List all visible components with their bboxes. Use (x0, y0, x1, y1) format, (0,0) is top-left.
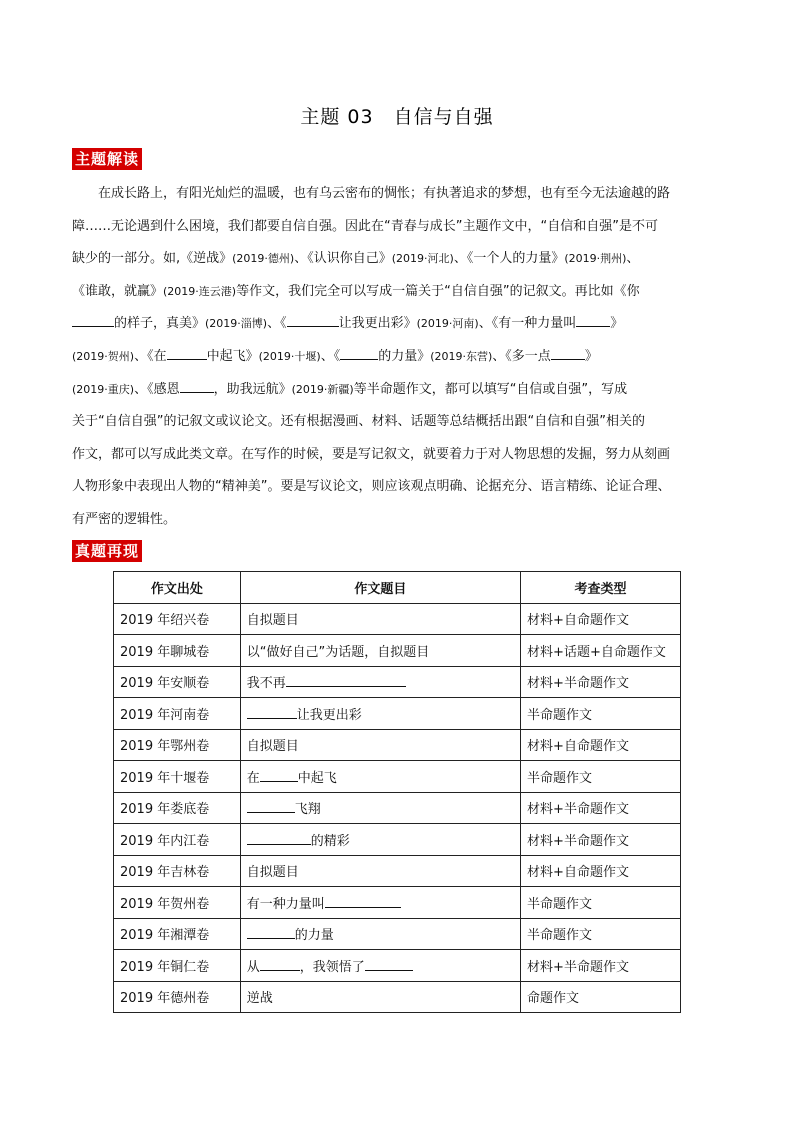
cell-type: 材料+自命题作文 (521, 729, 681, 761)
cell-topic (240, 666, 520, 698)
cell-source: 2019 年娄底卷 (114, 792, 241, 824)
cell-type: 半命题作文 (521, 918, 681, 950)
topic-text: 在 (246, 770, 260, 786)
table-row (114, 603, 681, 635)
table-row (114, 635, 681, 667)
fill-blank (247, 704, 297, 719)
topic-text: ，我领悟了 (299, 959, 365, 975)
cell-topic (240, 824, 520, 856)
cell-type: 命题作文 (521, 981, 681, 1013)
cell-source: 2019 年吉林卷 (114, 855, 241, 887)
cell-type: 半命题作文 (521, 698, 681, 730)
cell-topic (240, 950, 520, 982)
page-title: 主题 03 自信与自强 (300, 106, 494, 128)
cell-source: 2019 年德州卷 (114, 981, 241, 1013)
fill-blank (286, 672, 406, 687)
para-line: 障……无论遇到什么困境，我们都要自信自强。因此在“青春与成长”主题作文中，“自信和自强”是不可 (72, 218, 658, 234)
para-line: 人物形象中表现出人物的“精神美”。要是写议论文，则应该观点明确、论据充分、语言精练、论证合理、 (72, 479, 671, 495)
cell-source: 2019 年河南卷 (114, 698, 241, 730)
table-header-row (114, 572, 681, 604)
para-line: (2019·重庆)、《感恩 ，助我远航》(2019·新疆)等半命题作文，都可以填写“自信或自强”，写成 (72, 374, 744, 407)
section-tag-past-exams: 真题再现 (72, 540, 142, 562)
cell-type: 材料+半命题作文 (521, 792, 681, 824)
cell-source: 2019 年鄂州卷 (114, 729, 241, 761)
cell-topic (240, 729, 520, 761)
cell-topic (240, 792, 520, 824)
cell-source: 2019 年聊城卷 (114, 635, 241, 667)
cell-source: 2019 年湘潭卷 (114, 918, 241, 950)
cell-topic (240, 855, 520, 887)
cell-source: 2019 年十堰卷 (114, 761, 241, 793)
cell-type: 材料+半命题作文 (521, 950, 681, 982)
cell-topic (240, 981, 520, 1013)
section-tag-theme-reading: 主题解读 (72, 148, 142, 170)
fill-blank (180, 378, 214, 393)
cell-source: 2019 年安顺卷 (114, 666, 241, 698)
fill-blank (247, 924, 295, 939)
fill-blank (72, 312, 114, 327)
header-source: 作文出处 (114, 572, 241, 604)
topic-text: 从 (246, 959, 260, 975)
exam-topics-table (113, 571, 681, 1013)
table-row (114, 950, 681, 982)
topic-text: 逆战 (246, 991, 273, 1007)
cell-source: 2019 年贺州卷 (114, 887, 241, 919)
topic-text: 自拟题目 (246, 865, 299, 881)
fill-blank (287, 312, 339, 327)
cell-topic (240, 698, 520, 730)
header-type: 考查类型 (521, 572, 681, 604)
para-line: 《谁敢，就赢》(2019·连云港)等作文，我们完全可以写成一篇关于“自信自强”的记叙文。再比如《你 (72, 283, 640, 299)
cell-type: 半命题作文 (521, 761, 681, 793)
para-line: 关于“自信自强”的记叙文或议论文。还有根据漫画、材料、话题等总结概括出跟“自信和自强”相关的 (72, 414, 645, 430)
topic-text: 的力量 (294, 928, 334, 944)
para-line: (2019·贺州)、《在 中起飞》(2019·十堰)、《 的力量》(2019·东营)、《多一点 》 (72, 341, 744, 374)
cell-type: 材料+自命题作文 (521, 603, 681, 635)
para-line: 的样子，真美》(2019·淄博)、《 让我更出彩》(2019·河南)、《有一种力量叫 》 (72, 308, 744, 341)
cell-topic (240, 887, 520, 919)
para-line: 有严密的逻辑性。 (72, 511, 177, 527)
cell-topic (240, 918, 520, 950)
fill-blank (167, 345, 207, 360)
cell-topic (240, 635, 520, 667)
fill-blank (247, 830, 311, 845)
cell-topic (240, 761, 520, 793)
fill-blank (260, 767, 298, 782)
table-row (114, 761, 681, 793)
table-row (114, 855, 681, 887)
cell-type: 材料+自命题作文 (521, 855, 681, 887)
topic-text: 的精彩 (310, 833, 350, 849)
cell-source: 2019 年绍兴卷 (114, 603, 241, 635)
topic-text: 自拟题目 (246, 739, 299, 755)
topic-text: 以“做好自己”为话题，自拟题目 (246, 644, 430, 660)
topic-text: 中起飞 (297, 770, 337, 786)
para-line: 作文，都可以写成此类文章。在写作的时候，要是写记叙文，就要着力于对人物思想的发掘，努力从刻画 (72, 446, 671, 462)
fill-blank (551, 345, 585, 360)
table-row (114, 981, 681, 1013)
theme-paragraph (72, 178, 744, 537)
para-line: 在成长路上，有阳光灿烂的温暖，也有乌云密布的惆怅；有执著追求的梦想，也有至今无法逾越的路 (98, 186, 671, 201)
cell-type: 半命题作文 (521, 887, 681, 919)
topic-text: 有一种力量叫 (246, 896, 325, 912)
para-line: 缺少的一部分。如,《逆战》(2019·德州)、《认识你自己》(2019·河北)、《一个人的力量》(2019·荆州)、 (72, 251, 640, 267)
topic-text: 让我更出彩 (296, 707, 362, 723)
fill-blank (325, 893, 401, 908)
fill-blank (260, 956, 300, 971)
table-row (114, 729, 681, 761)
fill-blank (247, 798, 295, 813)
cell-topic (240, 603, 520, 635)
table-row (114, 666, 681, 698)
fill-blank (576, 312, 610, 327)
header-topic: 作文题目 (240, 572, 520, 604)
table-row (114, 698, 681, 730)
table-row (114, 824, 681, 856)
topic-text: 我不再 (246, 676, 286, 692)
cell-type: 材料+半命题作文 (521, 824, 681, 856)
table-row (114, 887, 681, 919)
cell-type: 材料+话题+自命题作文 (521, 635, 681, 667)
cell-source: 2019 年内江卷 (114, 824, 241, 856)
topic-text: 飞翔 (294, 802, 321, 818)
table-row (114, 918, 681, 950)
fill-blank (365, 956, 413, 971)
table-row (114, 792, 681, 824)
cell-type: 材料+半命题作文 (521, 666, 681, 698)
cell-source: 2019 年铜仁卷 (114, 950, 241, 982)
topic-text: 自拟题目 (246, 613, 299, 629)
fill-blank (340, 345, 378, 360)
